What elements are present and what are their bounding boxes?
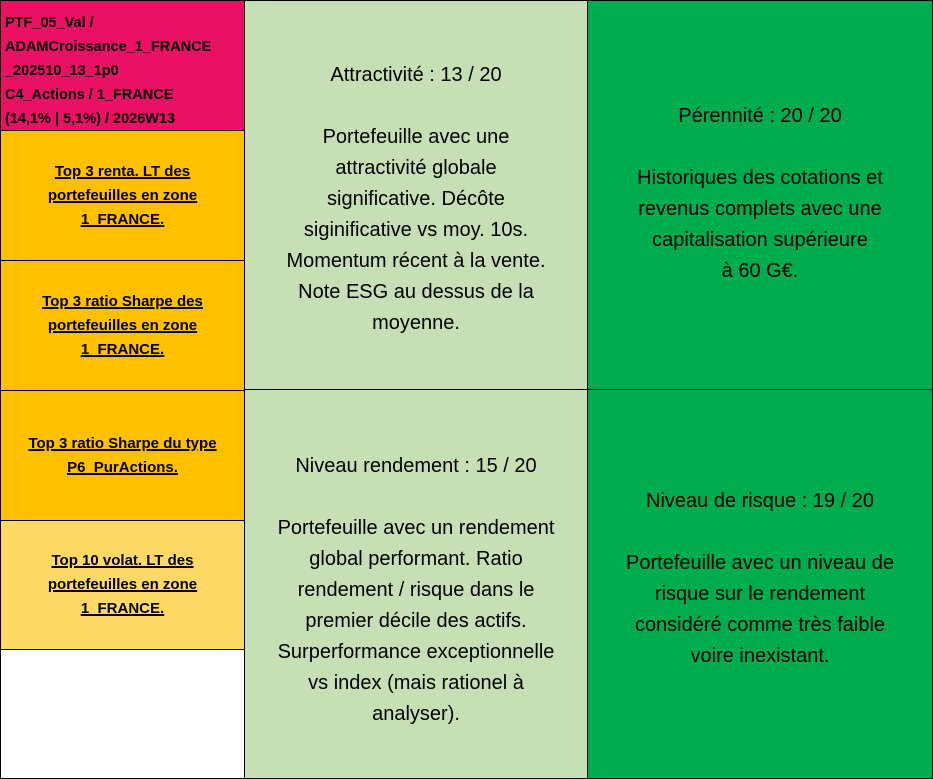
tag-top3-renta <box>0 130 245 261</box>
tag-line: Top 3 ratio Sharpe du type <box>28 434 217 452</box>
desc-line: significative. Décôte <box>327 187 505 210</box>
tag-line: portefeuilles en zone <box>47 186 198 204</box>
tag-line: Top 3 renta. LT des <box>54 162 191 180</box>
attractivite-description <box>286 122 545 339</box>
tag-top10-volat <box>0 520 245 650</box>
desc-line: global performant. Ratio <box>309 547 523 570</box>
desc-line: Portefeuille avec un rendement <box>277 516 555 539</box>
desc-line: moyenne. <box>372 311 460 334</box>
desc-line: Historiques des cotations et <box>637 167 883 189</box>
card-risque <box>587 389 933 779</box>
risque-heading: Niveau de risque : 19 / 20 <box>646 490 874 512</box>
portfolio-title-block <box>0 0 245 131</box>
tag-top3-sharpe-type <box>0 390 245 521</box>
tag-line: 1_FRANCE. <box>80 210 165 228</box>
card-attractivite <box>244 0 588 390</box>
desc-line: vs index (mais rationel à <box>308 671 524 694</box>
desc-line: analyser). <box>372 702 460 725</box>
tag-top3-renta-link[interactable] <box>48 160 197 232</box>
perennite-heading: Pérennité : 20 / 20 <box>678 105 842 127</box>
desc-line: voire inexistant. <box>690 645 830 667</box>
tag-line: P6_PurActions. <box>67 458 178 476</box>
desc-line: Portefeuille avec une <box>322 125 510 148</box>
desc-line: considéré comme très faible <box>634 614 886 636</box>
title-line-2: ADAMCroissance_1_FRANCE <box>5 39 212 55</box>
empty-cell <box>0 649 245 779</box>
desc-line: Momentum récent à la vente. <box>286 249 546 272</box>
desc-line: Surperformance exceptionnelle <box>277 640 555 663</box>
title-line-1: PTF_05_Val / <box>5 15 94 31</box>
desc-line: revenus complets avec une <box>638 198 882 220</box>
desc-line: premier décile des actifs. <box>305 609 527 632</box>
title-line-3: _202510_13_1p0 <box>5 63 119 79</box>
tag-line: portefeuilles en zone <box>47 316 198 334</box>
rendement-description <box>278 513 555 730</box>
tag-top10-volat-link[interactable] <box>48 549 197 621</box>
risque-description <box>626 548 894 672</box>
tag-line: portefeuilles en zone <box>47 576 198 593</box>
card-rendement <box>244 389 588 779</box>
title-line-5: (14,1% | 5,1%) / 2026W13 <box>5 111 176 127</box>
desc-line: Note ESG au dessus de la <box>298 280 534 303</box>
desc-line: à 60 G€. <box>721 260 799 282</box>
tag-top3-sharpe-zone <box>0 260 245 391</box>
desc-line: rendement / risque dans le <box>297 578 535 601</box>
tag-top3-sharpe-type-link[interactable] <box>28 432 216 480</box>
attractivite-heading: Attractivité : 13 / 20 <box>330 63 502 86</box>
desc-line: attractivité globale <box>335 156 497 179</box>
tag-line: 1_FRANCE. <box>80 340 165 358</box>
tag-top3-sharpe-zone-link[interactable] <box>42 290 203 362</box>
card-perennite <box>587 0 933 390</box>
tag-line: Top 3 ratio Sharpe des <box>42 292 203 310</box>
tag-line: Top 10 volat. LT des <box>51 552 194 569</box>
rendement-heading: Niveau rendement : 15 / 20 <box>295 454 537 477</box>
left-column <box>0 0 245 779</box>
desc-line: risque sur le rendement <box>654 583 866 605</box>
perennite-description <box>637 163 883 287</box>
title-line-4: C4_Actions / 1_FRANCE <box>5 87 174 103</box>
desc-line: capitalisation supérieure <box>652 229 868 251</box>
desc-line: siginificative vs moy. 10s. <box>303 218 529 241</box>
desc-line: Portefeuille avec un niveau de <box>626 552 894 574</box>
tag-line: 1_FRANCE. <box>80 600 165 617</box>
